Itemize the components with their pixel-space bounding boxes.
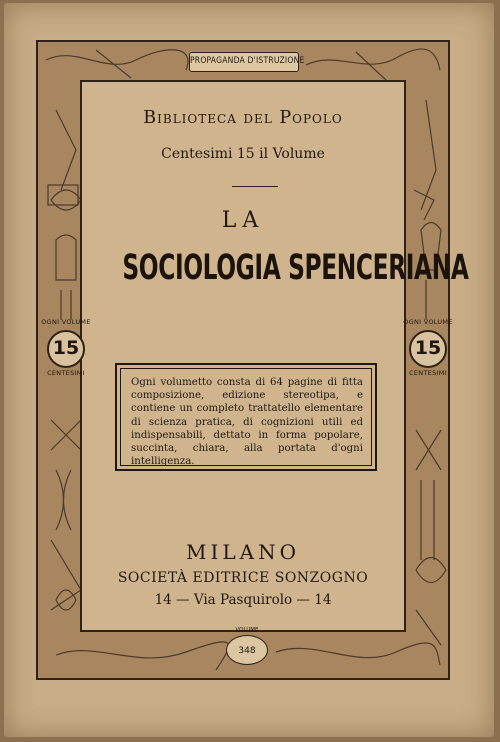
- left-medal-top-caption: OGNI VOLUME: [41, 318, 91, 326]
- left-price-medallion: [47, 330, 85, 368]
- title-article: LA: [221, 208, 265, 233]
- left-medal-bottom-caption: CENTESIMI: [47, 369, 85, 377]
- price-line: Centesimi 15 il Volume: [161, 146, 325, 162]
- imprint-city: MILANO: [186, 540, 300, 564]
- right-medal-bottom-caption: CENTESIMI: [409, 369, 447, 377]
- volume-caption: VOLUME: [235, 627, 259, 633]
- right-medal-top-caption: OGNI VOLUME: [403, 318, 453, 326]
- series-title: Biblioteca del Popolo: [143, 108, 343, 128]
- volume-number-badge: 348: [226, 635, 268, 665]
- description-text: Ogni volumetto consta di 64 pagine di fitta composizione, edizione stereotipa, e contiene un completo trattatello elementare di scienza pratica, di cognizioni utili ed indispensabili, dettato in forma popolare, succinta, chiara, alla portata d'ogni intelligenza.: [131, 377, 363, 468]
- description-box: [115, 363, 377, 471]
- right-price-medallion: [409, 330, 447, 368]
- imprint-address: 14 — Via Pasquirolo — 14: [154, 592, 332, 608]
- right-medal-number: 15: [414, 337, 442, 359]
- propaganda-ribbon: PROPAGANDA D'ISTRUZIONE: [189, 52, 299, 72]
- divider-rule: [232, 186, 278, 187]
- left-medal-number: 15: [52, 337, 80, 359]
- book-title: SOCIOLOGIA SPENCERIANA: [122, 248, 469, 288]
- imprint-publisher: SOCIETÀ EDITRICE SONZOGNO: [117, 570, 369, 586]
